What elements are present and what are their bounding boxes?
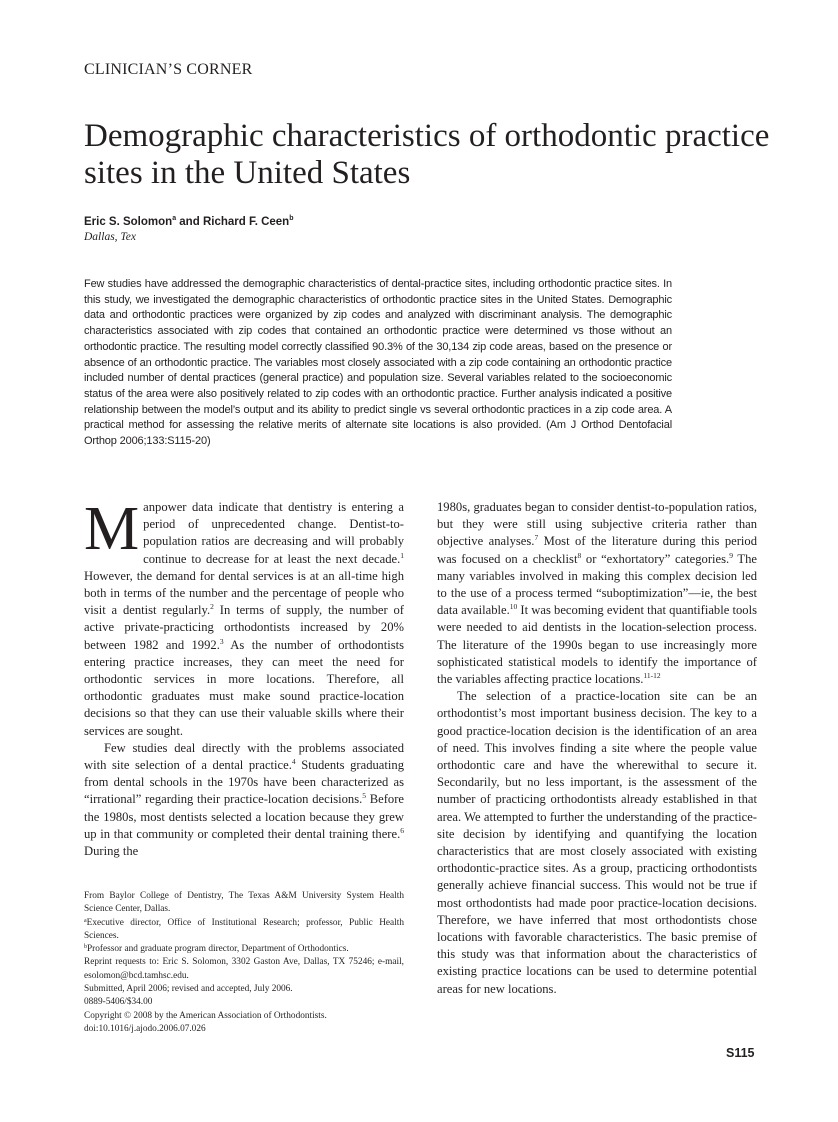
citation-ref[interactable]: 8 — [577, 550, 582, 560]
text-run: It was becoming evident that quantifiable tools were needed to aid dentists in the location-selection process. The literature of the 1990s began to use increasingly more sophisticated statistical models to identify the importance of the variables affecting practice locations. — [437, 603, 757, 687]
footnote-price: 0889-5406/$34.00 — [84, 997, 153, 1008]
citation-ref[interactable]: 1 — [400, 550, 404, 560]
text-run: Students graduating from dental schools in the 1970s have been characterized as “irrational” regarding their practice-location decisions. — [84, 758, 404, 807]
author-name: Eric S. Solomon — [84, 215, 173, 228]
text-run: As the number of orthodontists entering practice increases, they can meet the need for orthodontic services in more locations. Therefore, all orthodontic graduates must make sound practice-location decisions so that they can use their valuable skills where their services are sought. — [84, 637, 405, 738]
abstract: Few studies have addressed the demographic characteristics of dental-practice sites, including orthodontic practice sites. In this study, we investigated the demographic characteristics of orthodontic practice sites in the United States. Demographic data and orthodontic practices were organized by zip codes and analyzed with discriminant analysis. The demographic characteristics associated with zip codes that contained an orthodontic practice were determined vs those without an orthodontic practice. The resulting model correctly classified 90.3% of the 30,134 zip code areas, based on the presence or absence of an orthodontic practice. The variables most closely associated with a zip code containing an orthodontic practice included number of dental practices (general practice) and population size. Several variables related to the socioeconomic status of the area were also positively related to zip codes with an orthodontic practice. Further analysis indicated a positive relationship between the model’s output and its ability to predict single vs several orthodontic practices in a zip code area. A practical method for assessing the relative merits of alternate site locations is also provided. (Am J Orthod Dentofacial Orthop 2006;133:S115-20) — [84, 278, 672, 448]
citation-ref[interactable]: 3 — [219, 636, 224, 646]
footnote-reprint: Reprint requests to: Eric S. Solomon, 3302 Gaston Ave, Dallas, TX 75246; e-mail, esolomon@bcd.tamhsc.edu. — [84, 957, 404, 981]
citation-ref[interactable]: 7 — [534, 533, 539, 543]
article-title: Demographic characteristics of orthodontic practice sites in the United States — [84, 118, 770, 191]
citation-ref[interactable]: 2 — [210, 602, 214, 612]
footnote-doi[interactable]: doi:10.1016/j.ajodo.2006.07.026 — [84, 1023, 206, 1034]
body-paragraph — [84, 740, 404, 860]
affiliation-mark: a — [172, 215, 177, 222]
footnote-affiliation-b — [84, 943, 404, 956]
article-footnotes — [84, 890, 404, 1036]
footnote-affiliation-a — [84, 917, 404, 944]
body-paragraph — [84, 495, 405, 740]
footnote-text: Professor and graduate program director, Department of Orthodontics. — [87, 944, 349, 955]
footnote-submitted: Submitted, April 2006; revised and accepted, July 2006. — [84, 984, 293, 995]
citation-ref[interactable]: 4 — [291, 757, 296, 767]
text-run: Most of the literature during this period was focused on a checklist — [437, 534, 757, 566]
author-location: Dallas, Tex — [84, 231, 136, 243]
footnote-institution: From Baylor College of Dentistry, The Texas A&M University System Health Science Center, Dallas. — [84, 891, 404, 915]
text-run: However, the demand for dental services is at an all-time high both in terms of the number and the percentage of people who visit a dentist regularly. — [84, 568, 404, 618]
drop-cap: M — [84, 495, 140, 563]
section-label: CLINICIAN’S CORNER — [84, 61, 253, 78]
text-run: During the — [84, 844, 139, 859]
author-name: Richard F. Ceen — [202, 215, 290, 228]
affiliation-mark: b — [289, 215, 294, 222]
text-run: Few studies deal directly with the problems associated with site selection of a dental practice. — [84, 740, 404, 773]
citation-ref[interactable]: 5 — [362, 791, 366, 801]
author-line — [84, 215, 294, 228]
author-joiner: and — [176, 215, 203, 228]
body-column-right — [437, 499, 757, 998]
text-run: anpower data indicate that dentistry is entering a period of unprecedented change. Dentist-to-population ratios are decreasing and will probably continue to decrease for at least the next decade. — [143, 500, 404, 566]
citation-ref[interactable]: 11-12 — [643, 671, 661, 681]
text-run: or “exhortatory” categories. — [581, 551, 730, 566]
citation-ref[interactable]: 9 — [729, 550, 733, 560]
body-paragraph: The selection of a practice-location site can be an orthodontist’s most important business decision. The key to a good practice-location decision is the identification of an area of need. This involves finding a site where the people value orthodontic care and have the wherewithal to secure it. Secondarily, but no less important, is the assessment of the number of practicing orthodontists already established in that area. We attempted to further the understanding of the practice-site decision by identifying and quantifying the location characteristics that are most closely associated with existing orthodontic-practice sites. As a group, practicing orthodontists generally achieve financial success. This would not be true if most orthodontists had made poor practice-location decisions. Therefore, we have inferred that most orthodontists chose locations with favorable characteristics. The basic premise of this study was that information about the characteristics of existing practice locations can be used to determine potential areas for new locations. — [437, 689, 757, 996]
body-column-left — [84, 495, 405, 860]
footnote-copyright: Copyright © 2008 by the American Association of Orthodontists. — [84, 1010, 327, 1021]
citation-ref[interactable]: 10 — [509, 602, 518, 612]
body-paragraph — [437, 499, 757, 688]
text-run: 1980s, graduates began to consider dentist-to-population ratios, but they were still using subjective criteria rather than objective analyses. — [437, 500, 757, 549]
footnote-text: Executive director, Office of Institutional Research; professor, Public Health Sciences. — [84, 917, 404, 941]
affiliation-mark: b — [84, 944, 87, 951]
page-number: S115 — [726, 1046, 755, 1060]
citation-ref[interactable]: 6 — [400, 825, 404, 835]
text-run: In terms of supply, the number of active private-practicing orthodontists increased by 20% between 1982 and 1992. — [84, 603, 404, 652]
text-run: The many variables involved in making this complex decision led to the use of a process termed “suboptimization”—ie, the best data available. — [437, 551, 757, 618]
text-run: Before the 1980s, most dentists selected a location because they grew up in that community or completed their dental training there. — [84, 792, 404, 841]
affiliation-mark: a — [84, 917, 87, 924]
